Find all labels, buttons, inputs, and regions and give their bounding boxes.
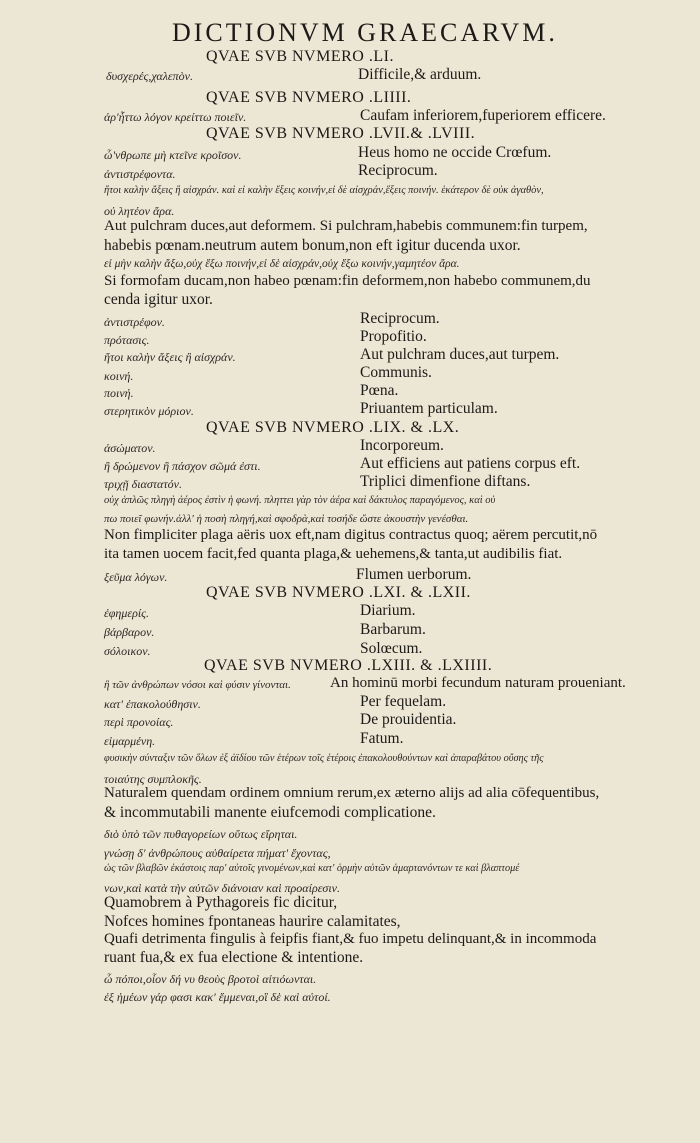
- greek-term: δυσχερές,χαλεπὸν.: [106, 69, 193, 83]
- greek-term: ἢ δρώμενον ἢ πάσχον σῶμά ἐστι.: [104, 459, 261, 473]
- latin-translation: Per fequelam.: [360, 693, 447, 710]
- greek-passage: νων,καὶ κατὰ τὴν αὐτῶν διάνοιαν καὶ προαίρεσιν.: [104, 881, 341, 895]
- greek-passage: τοιαύτης συμπλοκῆς.: [104, 772, 202, 786]
- latin-translation: De prouidentia.: [360, 711, 457, 728]
- greek-term: ἐφημερίς.: [104, 606, 150, 620]
- greek-term: κατ' ἐπακολούθησιν.: [104, 697, 201, 711]
- section-heading: QVAE SVB NVMERO .LIIII.: [206, 89, 412, 106]
- greek-passage: ἤτοι καλὴν ἄξεις ἢ αἰσχράν. καὶ εἰ καλὴν ἕξεις κοινήν,εἰ δὲ αἰσχράν,ἕξεις ποινήν. ἑκάτερον δὲ οὐκ ἀγαθὸν,: [104, 185, 544, 196]
- greek-passage: ὡς τῶν βλαβῶν ἑκάστοις παρ' αὐτοῖς γινομένων,καὶ κατ' ὁρμὴν αὐτῶν ἁμαρτανόντων τε καὶ βλαπτομέ: [104, 863, 520, 874]
- greek-term: ἢ τῶν ἀνθρώπων νόσοι καὶ φύσιν γίνονται.: [104, 679, 291, 691]
- latin-passage: Quamobrem à Pythagoreis fic dicitur,: [104, 894, 338, 911]
- greek-term: σόλοικον.: [104, 644, 151, 658]
- greek-term: στερητικὸν μόριον.: [104, 404, 194, 418]
- greek-passage: ἐξ ἡμέων γάρ φασι κακ' ἔμμεναι,οἳ δὲ καὶ αὐτοί.: [104, 990, 331, 1004]
- greek-term: ἀντιστρέφον.: [104, 315, 165, 329]
- latin-passage: Nofces homines fpontaneas haurire calamitates,: [104, 913, 401, 930]
- greek-passage: φυσικὴν σύνταξιν τῶν ὅλων ἐξ ἀϊδίου τῶν ἑτέρων τοῖς ἑτέροις ἐπακολουθούντων καὶ ἀπαραβάτου οὔσης τῆς: [104, 753, 544, 764]
- greek-term: ὦ'νθρωπε μὴ κτεῖνε κροῖσον.: [104, 148, 242, 162]
- latin-translation: Heus homo ne occide Crœfum.: [358, 144, 552, 161]
- greek-passage: πω ποιεῖ φωνήν.ἀλλ' ἡ ποσὴ πληγή,καὶ σφοδρὰ,καὶ τοσήδε ὥστε ἀκουστὴν γενέσθαι.: [104, 513, 469, 525]
- greek-term: βάρβαρον.: [104, 625, 155, 639]
- latin-translation: Priuantem particulam.: [360, 400, 498, 417]
- greek-term: ἀντιστρέφοντα.: [104, 167, 176, 181]
- latin-translation: Aut pulchram duces,aut turpem.: [360, 346, 560, 363]
- greek-term: ξεῦμα λόγων.: [104, 570, 168, 584]
- latin-translation: Triplici dimenfione diftans.: [360, 473, 531, 490]
- latin-translation: Barbarum.: [360, 621, 426, 638]
- greek-passage: οὐχ ἁπλῶς πληγὴ ἀέρος ἐστὶν ἡ φωνή. πληττει γὰρ τὸν ἀέρα καὶ δάκτυλος παραγόμενος, καὶ οὐ: [104, 495, 496, 506]
- section-heading: QVAE SVB NVMERO .LVII.& .LVIII.: [206, 125, 476, 142]
- latin-passage: habebis pœnam.neutrum autem bonum,non eft igitur ducenda uxor.: [104, 237, 521, 254]
- section-heading: QVAE SVB NVMERO .LIX. & .LX.: [206, 419, 460, 436]
- greek-term: ἀσώματον.: [104, 441, 156, 455]
- latin-translation: Solœcum.: [360, 640, 423, 657]
- latin-passage: ita tamen uocem facit,fed quanta plaga,& uehemens,& tanta,ut audibilis fiat.: [104, 546, 563, 562]
- section-heading: QVAE SVB NVMERO .LI.: [206, 48, 394, 65]
- section-heading: QVAE SVB NVMERO .LXI. & .LXII.: [206, 584, 471, 601]
- greek-passage: διὸ ὑπὸ τῶν πυθαγορείων οὕτως εἴρηται.: [104, 827, 298, 841]
- greek-term: περὶ προνοίας.: [104, 715, 174, 729]
- greek-term: πρότασις.: [104, 333, 150, 347]
- latin-translation: An hominū morbi fecundum naturam proueniant.: [330, 675, 626, 691]
- greek-term: ἤτοι καλὴν ἄξεις ἢ αἰσχράν.: [104, 350, 236, 364]
- latin-translation: Incorporeum.: [360, 437, 444, 454]
- greek-term: ποινή.: [104, 386, 134, 400]
- latin-translation: Diarium.: [360, 602, 416, 619]
- latin-translation: Propofitio.: [360, 328, 427, 345]
- greek-passage: οὐ λητέον ἄρα.: [104, 204, 175, 218]
- greek-term: εἱμαρμένη.: [104, 734, 156, 748]
- latin-passage: cenda igitur uxor.: [104, 291, 213, 308]
- greek-term: τριχῇ διαστατόν.: [104, 477, 182, 491]
- latin-passage: Naturalem quendam ordinem omnium rerum,ex æterno alijs ad alia cōfequentibus,: [104, 785, 600, 801]
- latin-translation: Communis.: [360, 364, 432, 381]
- latin-passage: Quafi detrimenta fingulis à feipfis fiant,& fuo impetu delinquant,& in incommoda: [104, 931, 597, 947]
- latin-translation: Fatum.: [360, 730, 404, 747]
- latin-translation: Pœna.: [360, 382, 399, 399]
- latin-passage: ruant fua,& ex fua electione & intentione.: [104, 949, 364, 966]
- latin-passage: Si formofam ducam,non habeo pœnam:fin deformem,non habebo communem,du: [104, 273, 591, 289]
- greek-passage: ὦ πόποι,οἷον δή νυ θεοὺς βροτοὶ αἰτιόωνται.: [104, 972, 317, 986]
- latin-passage: & incommutabili manente eiufcemodi complicatione.: [104, 804, 436, 821]
- page-title: DICTIONVM GRAECARVM.: [172, 18, 558, 47]
- latin-translation: Flumen uerborum.: [356, 566, 472, 583]
- latin-translation: Aut efficiens aut patiens corpus eft.: [360, 455, 581, 472]
- latin-translation: Reciprocum.: [360, 310, 440, 327]
- greek-term: ἀρ'ἧττω λόγον κρείττω ποιεῖν.: [104, 110, 247, 124]
- latin-passage: Non fimpliciter plaga aëris uox eft,nam digitus contractus quoq; aërem percutit,nō: [104, 527, 598, 543]
- latin-translation: Reciprocum.: [358, 162, 438, 179]
- greek-passage: εἰ μὴν καλὴν ἄξω,οὐχ ἕξω ποινήν,εἰ δὲ αἰσχράν,οὐχ ἕξω κοινήν,γαμητέον ἄρα.: [104, 258, 460, 270]
- section-heading: QVAE SVB NVMERO .LXIII. & .LXIIII.: [204, 657, 493, 674]
- latin-translation: Caufam inferiorem,fuperiorem efficere.: [360, 107, 606, 124]
- greek-passage: γνώσῃ δ' ἀνθρώπους αὐθαίρετα πήματ' ἔχοντας,: [104, 846, 331, 860]
- latin-passage: Aut pulchram duces,aut deformem. Si pulchram,habebis communem:fin turpem,: [104, 218, 588, 234]
- latin-translation: Difficile,& arduum.: [358, 66, 482, 83]
- greek-term: κοινή.: [104, 369, 134, 383]
